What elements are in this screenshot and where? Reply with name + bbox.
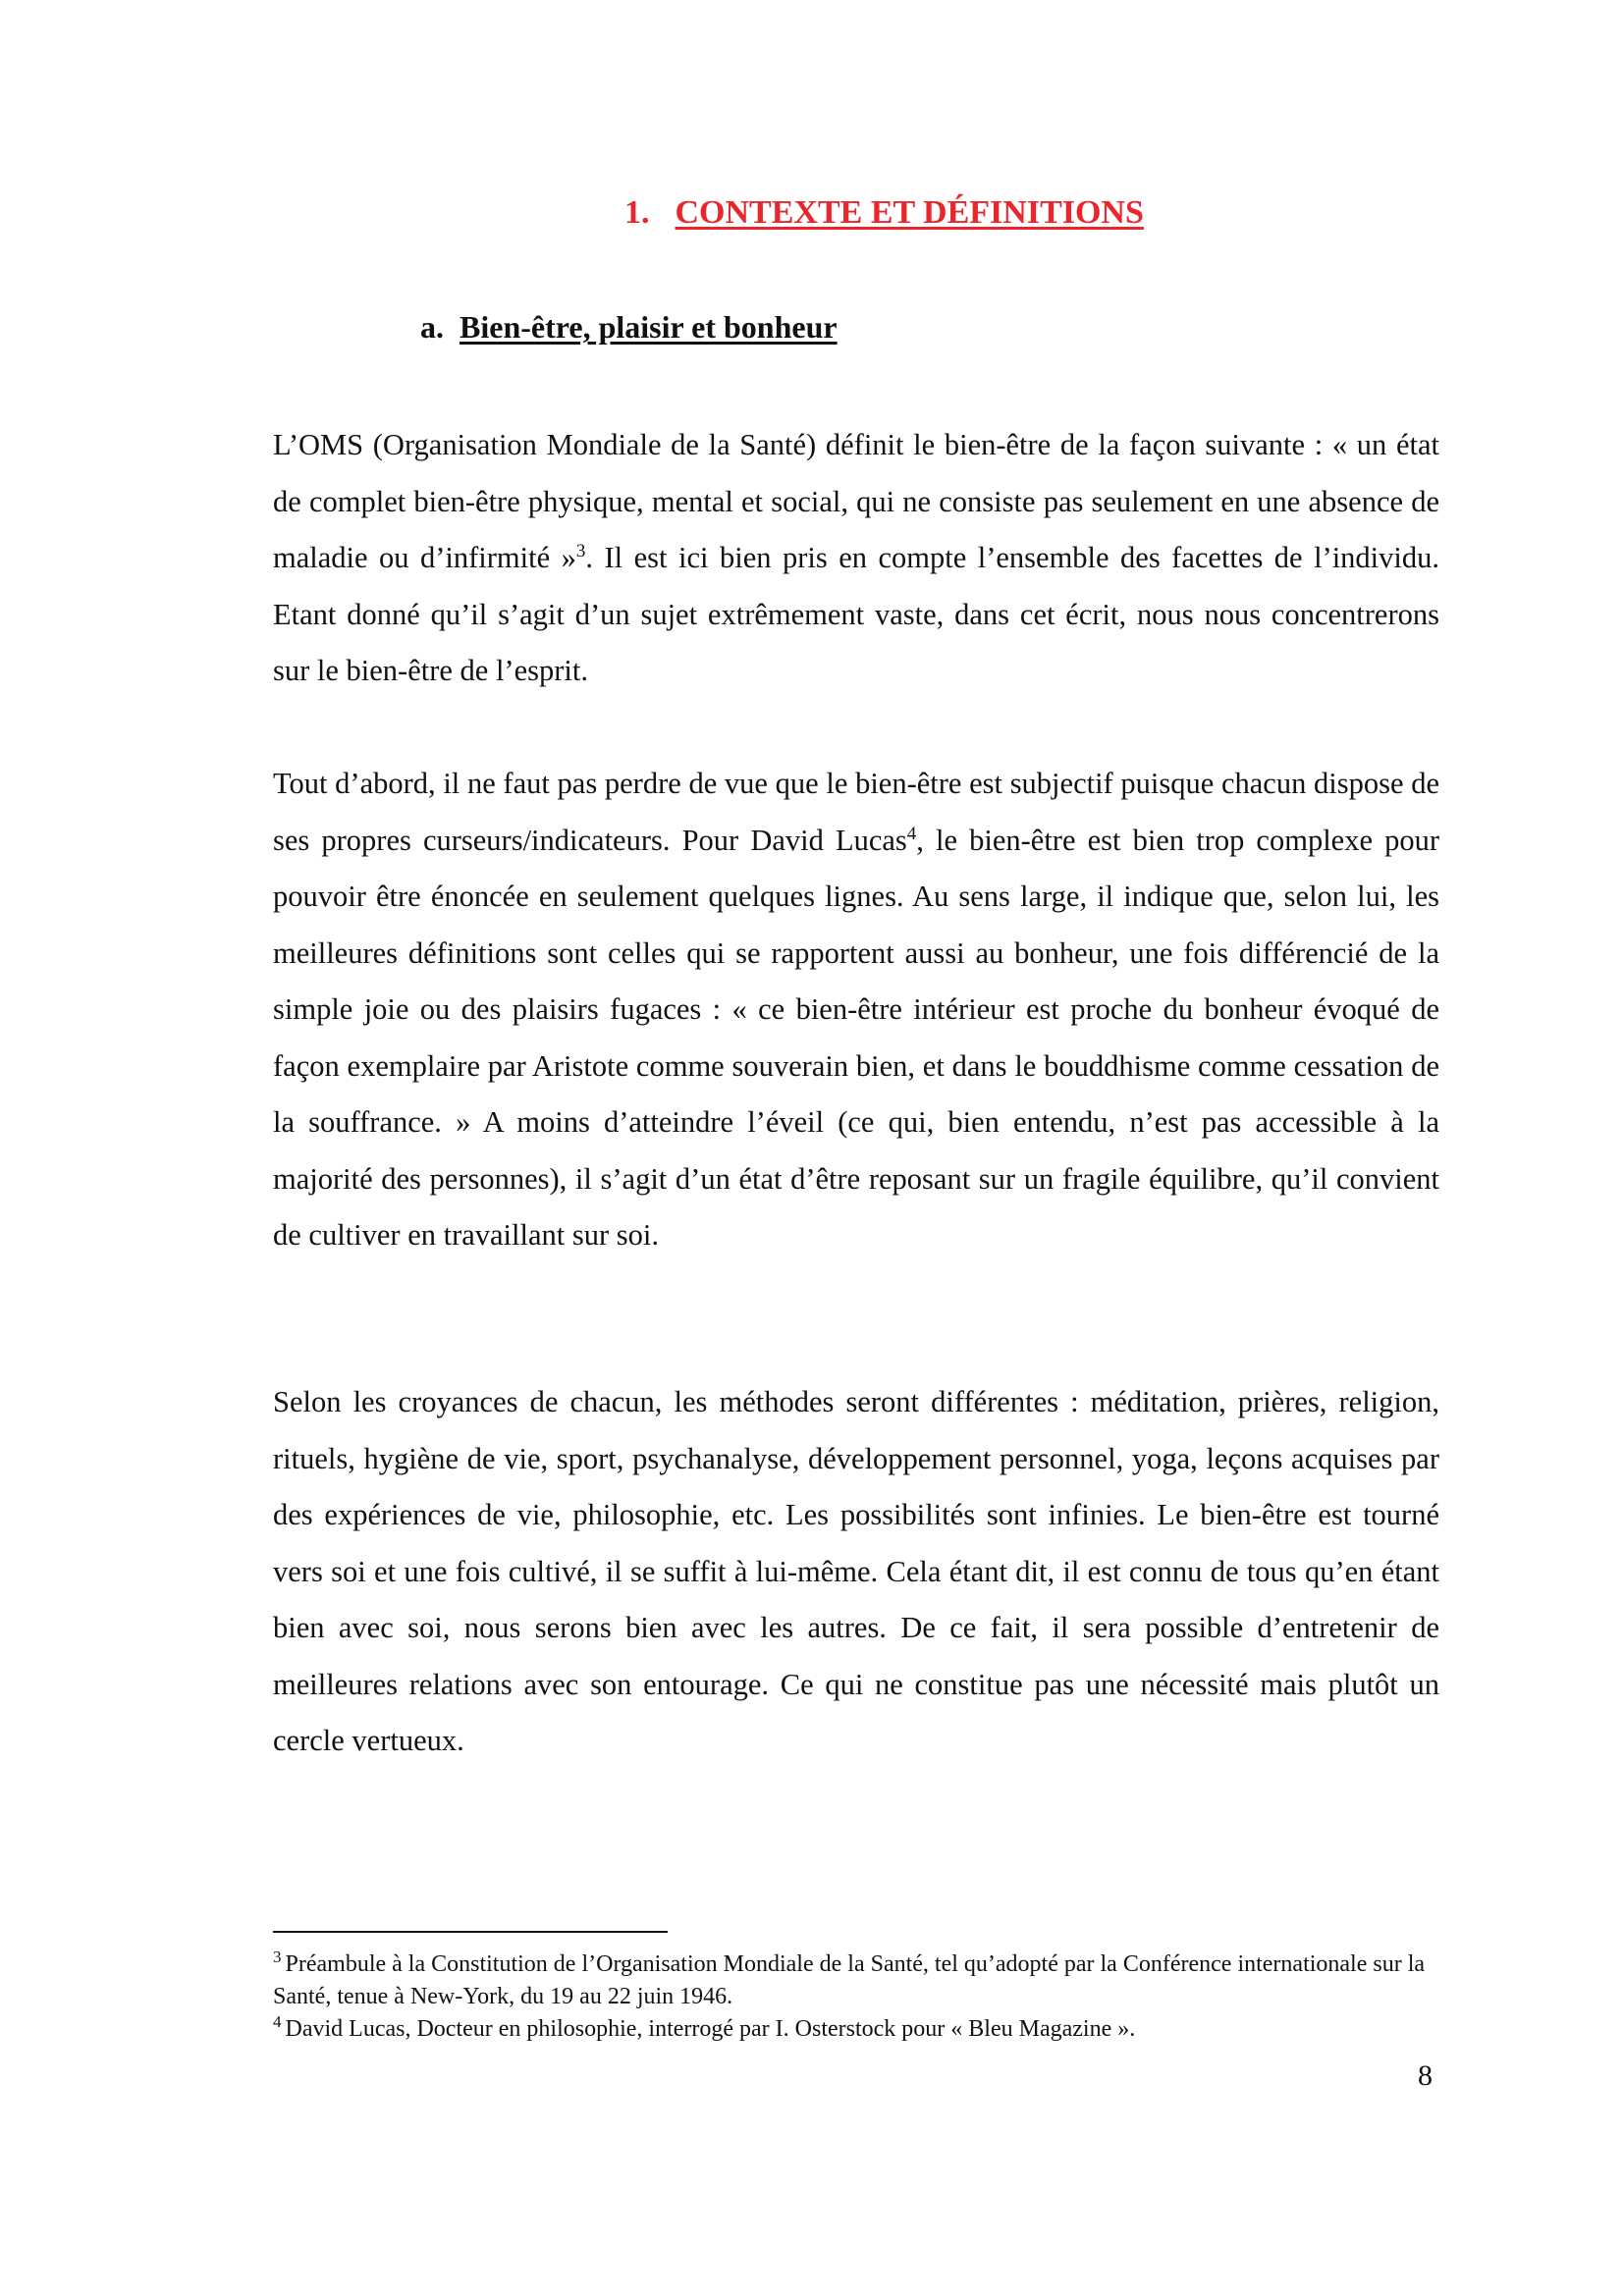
footnote-text: David Lucas, Docteur en philosophie, interrogé par I. Osterstock pour « Bleu Magazine ». bbox=[285, 2016, 1136, 2042]
subsection-title: Bien-être, plaisir et bonheur bbox=[460, 309, 838, 345]
footnote-separator bbox=[273, 1931, 668, 1933]
footnote-mark: 3 bbox=[273, 1948, 282, 1966]
footnote-reference-3[interactable]: 3 bbox=[575, 540, 586, 561]
section-title: CONTEXTE ET DÉFINITIONS bbox=[675, 194, 1144, 231]
footnote-reference-4[interactable]: 4 bbox=[906, 823, 917, 844]
footnote-4 bbox=[273, 2013, 1441, 2046]
paragraph-text: . Il est ici bien pris en compte l’ensemble des facettes de l’individu. Etant donné qu’il s’agit d’un sujet extrêmement vaste, dans cet écrit, nous nous concentrerons sur le bien-être de l’esprit. bbox=[273, 541, 1439, 687]
footnote-3 bbox=[273, 1949, 1441, 2013]
paragraph-text: Tout d’abord, il ne faut pas perdre de vue que le bien-être est subjectif puisque chacun dispose de ses propres curseurs/indicateurs. Pour David Lucas bbox=[273, 767, 1439, 857]
paragraph-subjective-wellbeing bbox=[273, 756, 1439, 1264]
footnote-text: Préambule à la Constitution de l’Organisation Mondiale de la Santé, tel qu’adopté par la Conférence internationale sur la Santé, tenue à New-York, du 19 au 22 juin 1946. bbox=[273, 1951, 1426, 2009]
section-heading bbox=[624, 194, 1144, 232]
footnote-mark: 4 bbox=[273, 2012, 282, 2031]
paragraph-methods: Selon les croyances de chacun, les méthodes seront différentes : méditation, prières, religion, rituels, hygiène de vie, sport, psychanalyse, développement personnel, yoga, leçons acquises par des expériences de vie, philosophie, etc. Les possibilités sont infinies. Le bien-être est tourné vers soi et une fois cultivé, il se suffit à lui-même. Cela étant dit, il est connu de tous qu’en étant bien avec soi, nous serons bien avec les autres. De ce fait, il sera possible d’entretenir de meilleures relations avec son entourage. Ce qui ne constitue pas une nécessité mais plutôt un cercle vertueux. bbox=[273, 1385, 1439, 1757]
paragraph-text: L’OMS (Organisation Mondiale de la Santé) définit le bien-être de la façon suivante : « un état de complet bien-être physique, mental et social, qui ne consiste pas seulement en une absence de maladie ou d’infirmité » bbox=[273, 428, 1439, 574]
subsection-letter: a. bbox=[420, 309, 444, 345]
page-number: 8 bbox=[1418, 2059, 1433, 2092]
section-number: 1. bbox=[624, 194, 650, 231]
paragraph-oms-definition bbox=[273, 417, 1439, 700]
paragraph-text: , le bien-être est bien trop complexe pour pouvoir être énoncée en seulement quelques lignes. Au sens large, il indique que, selon lui, les meilleures définitions sont celles qui se rapportent aussi au bonheur, une fois différencié de la simple joie ou des plaisirs fugaces : « ce bien-être intérieur est proche du bonheur évoqué de façon exemplaire par Aristote comme souverain bien, et dans le bouddhisme comme cessation de la souffrance. » A moins d’atteindre l’éveil (ce qui, bien entendu, n’est pas accessible à la majorité des personnes), il s’agit d’un état d’être reposant sur un fragile équilibre, qu’il convient de cultiver en travaillant sur soi. bbox=[273, 823, 1439, 1252]
footnotes bbox=[273, 1949, 1441, 2046]
subsection-heading bbox=[420, 309, 838, 346]
